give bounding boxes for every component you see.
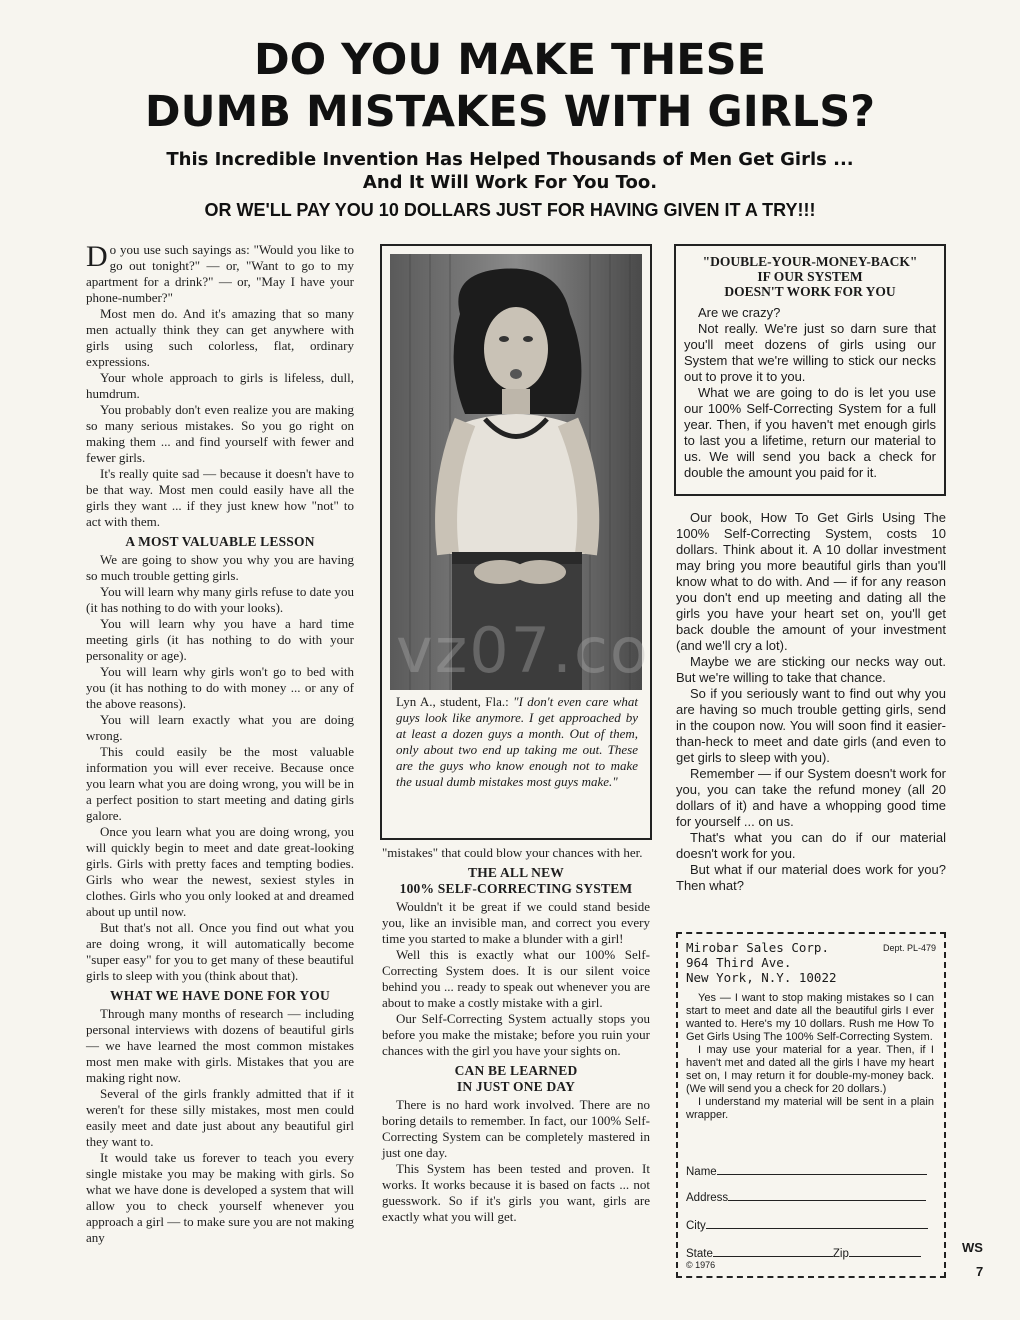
heading-line: IN JUST ONE DAY — [456, 1079, 576, 1094]
heading-line: CAN BE LEARNED — [454, 1063, 578, 1078]
intro-paragraph — [86, 242, 354, 306]
watermark: vz07.co — [396, 614, 650, 687]
paragraph: You probably don't even realize you are making so many serious mistakes. So you go right on making them ... and find yourself with fewer and fewer girls. — [86, 402, 354, 465]
paragraph: Once you learn what you are doing wrong, you will quickly begin to meet and date great-looking girls. Girls with pretty faces and tempting bodies. Girls who wear the newest, sexiest styles in clothes. Girls who you only looked at and dreamed about up until now. — [86, 824, 354, 919]
name-field[interactable] — [686, 1164, 934, 1179]
paragraph: We are going to show you why you are having so much trouble getting girls. — [86, 552, 354, 583]
paragraph: You will learn why girls won't go to bed with you (it has nothing to do with money ... or any of the above reasons). — [86, 664, 354, 711]
page-code: WS — [962, 1240, 983, 1255]
paragraph: There is no hard work involved. There are no boring details to remember. In fact, our 100% Self-Correcting System can be completely mastered in just one day. — [382, 1097, 650, 1160]
paragraph: But that's not all. Once you find out what you are doing wrong, it will automatically become "super easy" for you to get many of these beautiful girls to sleep with you (think about that). — [86, 920, 354, 983]
section-heading: WHAT WE HAVE DONE FOR YOU — [110, 988, 330, 1003]
heading-line: THE ALL NEW — [468, 865, 564, 880]
photo-caption — [396, 694, 638, 790]
guarantee-box — [674, 244, 946, 496]
section-heading — [382, 1063, 650, 1095]
box-title-line: "DOUBLE-YOUR-MONEY-BACK" — [702, 254, 918, 269]
name-label: Name — [686, 1166, 717, 1178]
paragraph: So if you seriously want to find out why you are having so much trouble getting girls, send in the coupon now. You will soon find it easier-than-heck to meet and date girls (and even to get girls to sleep with you). — [676, 686, 946, 765]
subhead-line-2: And It Will Work For You Too. — [362, 172, 658, 193]
photo-frame — [380, 244, 652, 840]
paragraph: Your whole approach to girls is lifeless, dull, humdrum. — [86, 370, 354, 401]
paragraph: This System has been tested and proven. It works. It works because it is based on facts ... not guesswork. So if it's girls you want, girls are exactly what you will get. — [382, 1161, 650, 1224]
paragraph: I understand my material will be sent in a plain wrapper. — [686, 1096, 934, 1121]
paragraph: What we are going to do is let you use our 100% Self-Correcting System for a full year. Then, if you haven't met enough girls to last you a lifetime, return our material to us. We will send you back a check for double the amount you paid for it. — [684, 385, 936, 480]
mailing-address — [686, 940, 837, 985]
zip-line[interactable] — [849, 1246, 921, 1257]
state-label: State — [686, 1248, 713, 1260]
subhead-line-1: This Incredible Invention Has Helped Thousands of Men Get Girls ... — [166, 149, 854, 170]
state-zip-field[interactable] — [686, 1246, 934, 1261]
box-title-line: IF OUR SYSTEM — [757, 269, 863, 284]
city-line[interactable] — [706, 1218, 928, 1229]
headline-line-1: DO YOU MAKE THESE — [253, 35, 767, 85]
name-line[interactable] — [717, 1164, 927, 1175]
paragraph: "mistakes" that could blow your chances with her. — [382, 845, 643, 860]
state-line[interactable] — [713, 1246, 833, 1257]
address-label: Address — [686, 1192, 729, 1204]
coupon-text — [686, 992, 934, 1122]
column-1 — [86, 242, 354, 1246]
paragraph: It would take us forever to teach you every single mistake you may be making with girls. So what we have done is developed a system that will allow you to check yourself whenever you approach a girl — to make sure you are not making any — [86, 1150, 354, 1245]
paragraph: Well this is exactly what our 100% Self-Correcting System does. It is our silent voice behind you ... ready to speak out whenever you are about to make a costly mistake with a girl. — [382, 947, 650, 1010]
copyright: © 1976 — [686, 1260, 716, 1270]
dept-code: Dept. PL-479 — [882, 943, 936, 953]
paragraph: Several of the girls frankly admitted that if it weren't for these silly mistakes, most men could easily meet and date just about any beautiful girl they want to. — [86, 1086, 354, 1149]
paragraph: Not really. We're just so darn sure that you'll meet dozens of girls using our System that we're willing to stick our necks out to prove it to you. — [684, 321, 936, 384]
box-title-line: DOESN'T WORK FOR YOU — [724, 284, 896, 299]
page-number: 7 — [976, 1264, 984, 1279]
city-address: New York, N.Y. 10022 — [686, 970, 837, 985]
paragraph: Our Self-Correcting System actually stops you before you make the mistake; before you ruin your chances with the girl you have your sights on. — [382, 1011, 650, 1058]
paragraph: You will learn why many girls refuse to date you (it has nothing to do with your looks). — [86, 584, 354, 615]
paragraph: Yes — I want to stop making mistakes so I can start to meet and date all the beautiful girls I ever wanted to. Here's my 10 dollars. Rush me How To Get Girls Using The 100% Self-Correcting System. — [686, 992, 934, 1043]
paragraph: Most men do. And it's amazing that so many men actually think they can get anywhere with girls using such colorless, flat, ordinary expressions. — [86, 306, 354, 369]
paragraph: Our book, How To Get Girls Using The 100% Self-Correcting System, costs 10 dollars. Think about it. A 10 dollar investment may bring you more beautiful girls than you'll know what to do with. And — if for any reason you don't end up meeting and dating all the girls you have your heart set on, you'll get back double the amount of your investment (and we'll cry a lot). — [676, 510, 946, 653]
paragraph: I may use your material for a year. Then, if I haven't met and dated all the girls I have my heart set on, I may return it for double-my-money back. (We will send you a check for 20 dollars.) — [686, 1044, 934, 1095]
street-address: 964 Third Ave. — [686, 955, 792, 970]
paragraph: Wouldn't it be great if we could stand beside you, like an invisible man, and correct you every time you started to make a blunder with a girl! — [382, 899, 650, 946]
paragraph: Through many months of research — including personal interviews with dozens of beautiful girls — we have learned the most common mistakes most men make with girls. Mistakes that you are making right now. — [86, 1006, 354, 1085]
box-text — [676, 305, 944, 481]
company-name: Mirobar Sales Corp. — [686, 940, 829, 955]
heading-line: 100% SELF-CORRECTING SYSTEM — [399, 881, 633, 896]
column-3 — [676, 510, 946, 894]
box-title — [676, 254, 944, 299]
caption-name: Lyn A., student, Fla.: — [396, 694, 509, 709]
section-heading — [382, 865, 650, 897]
zip-label: Zip — [832, 1248, 849, 1260]
drop-cap: D — [86, 240, 108, 273]
paragraph: That's what you can do if our material doesn't work for you. — [676, 830, 946, 861]
guarantee-line: OR WE'LL PAY YOU 10 DOLLARS JUST FOR HAVING GIVEN IT A TRY!!! — [204, 200, 816, 220]
order-coupon — [676, 932, 946, 1278]
paragraph: You will learn exactly what you are doing wrong. — [86, 712, 354, 743]
column-2 — [382, 845, 650, 1225]
address-field[interactable] — [686, 1190, 934, 1205]
city-field[interactable] — [686, 1218, 934, 1233]
intro-text: o you use such sayings as: "Would you like to go out tonight?" — or, "Want to go to my apartment for a drink?" — or, "May I have your phone-number?" — [86, 242, 354, 305]
paragraph: It's really quite sad — because it doesn't have to be that way. Most men could easily have all the girls they want ... if they just knew how "not" to act with them. — [86, 466, 354, 529]
section-heading: A MOST VALUABLE LESSON — [125, 534, 315, 549]
paragraph: This could easily be the most valuable information you will ever receive. Because once you learn what you are doing wrong, you will be in a perfect position to start meeting and dating girls galore. — [86, 744, 354, 823]
paragraph: But what if our material does work for you? Then what? — [676, 862, 946, 893]
paragraph: Maybe we are sticking our necks way out. But we're willing to take that chance. — [676, 654, 946, 685]
city-label: City — [686, 1220, 706, 1232]
paragraph: Remember — if our System doesn't work for you, you can take the refund money (all 20 dollars of it) and have a whopping good time for yourself ... on us. — [676, 766, 946, 829]
address-line[interactable] — [728, 1190, 926, 1201]
paragraph: Are we crazy? — [698, 305, 781, 320]
headline-line-2: DUMB MISTAKES WITH GIRLS? — [144, 87, 876, 137]
paragraph: You will learn why you have a hard time meeting girls (it has nothing to do with your personality or age). — [86, 616, 354, 663]
caption-quote: "I don't even care what guys look like anymore. I get approached by at least a dozen guys a month. Out of them, only about two end up taking me out. These are the guys who know enough not to make the usual dumb mistakes most guys make." — [396, 694, 639, 789]
